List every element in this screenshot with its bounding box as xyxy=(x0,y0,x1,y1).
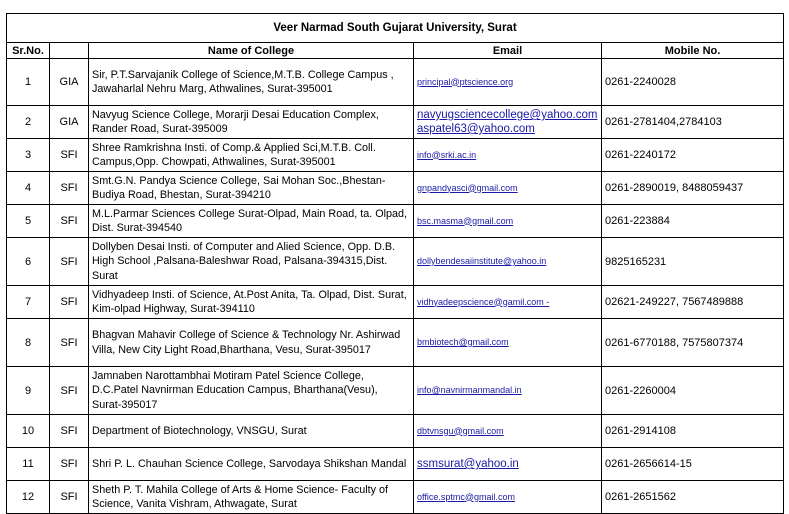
type-cell: GIA xyxy=(50,106,89,139)
header-mobile-no: Mobile No. xyxy=(602,43,784,59)
type-cell: SFI xyxy=(50,319,89,367)
mobile-cell: 9825165231 xyxy=(602,238,784,286)
college-name-cell: Shree Ramkrishna Insti. of Comp.& Applied Sci,M.T.B. Coll. Campus,Opp. Chowpati, Athwalines, Surat-395001 xyxy=(89,139,414,172)
college-name-cell: Sheth P. T. Mahila College of Arts & Home Science- Faculty of Science, Vanita Vishram, Athwagate, Surat xyxy=(89,481,414,514)
email-cell xyxy=(414,415,602,448)
mobile-cell: 0261-2651562 xyxy=(602,481,784,514)
type-cell: SFI xyxy=(50,415,89,448)
type-cell: GIA xyxy=(50,59,89,106)
table-row xyxy=(7,319,784,367)
email-cell xyxy=(414,481,602,514)
email-link[interactable]: gnpandyasci@gmail.com xyxy=(417,182,518,193)
email-cell xyxy=(414,319,602,367)
college-name-cell: Jamnaben Narottambhai Motiram Patel Science College, D.C.Patel Navnirman Education Campus, Bharthana(Vesu), Surat-395017 xyxy=(89,367,414,415)
header-sr-no: Sr.No. xyxy=(7,43,50,59)
type-cell: SFI xyxy=(50,172,89,205)
email-link[interactable]: vidhyadeepscience@gamil.com - xyxy=(417,296,550,307)
email-cell xyxy=(414,59,602,106)
email-link[interactable]: ssmsurat@yahoo.in xyxy=(417,458,519,470)
title-row xyxy=(7,14,784,43)
email-cell xyxy=(414,205,602,238)
type-cell: SFI xyxy=(50,367,89,415)
email-cell xyxy=(414,286,602,319)
college-table xyxy=(6,13,784,514)
sr-no-cell: 4 xyxy=(7,172,50,205)
college-name-cell: Dollyben Desai Insti. of Computer and Alied Science, Opp. D.B. High School ,Palsana-Baleshwar Road, Palsana-394315,Dist. Surat xyxy=(89,238,414,286)
mobile-cell: 0261-2914108 xyxy=(602,415,784,448)
mobile-cell: 0261-2260004 xyxy=(602,367,784,415)
table-row xyxy=(7,172,784,205)
mobile-cell: 0261-2781404,2784103 xyxy=(602,106,784,139)
table-row xyxy=(7,415,784,448)
email-cell xyxy=(414,172,602,205)
college-name-cell: Department of Biotechnology, VNSGU, Surat xyxy=(89,415,414,448)
email-cell xyxy=(414,448,602,481)
college-name-cell: M.L.Parmar Sciences College Surat-Olpad, Main Road, ta. Olpad, Dist. Surat-394540 xyxy=(89,205,414,238)
header-email: Email xyxy=(414,43,602,59)
sr-no-cell: 10 xyxy=(7,415,50,448)
table-row xyxy=(7,106,784,139)
type-cell: SFI xyxy=(50,286,89,319)
email-link[interactable]: navyugsciencecollege@yahoo.com xyxy=(417,109,598,121)
email-link[interactable]: office.sptmc@gmail.com xyxy=(417,491,515,502)
table-row xyxy=(7,238,784,286)
sr-no-cell: 1 xyxy=(7,59,50,106)
type-cell: SFI xyxy=(50,205,89,238)
college-name-cell: Vidhyadeep Insti. of Science, At.Post Anita, Ta. Olpad, Dist. Surat, Kim-olpad Highway, Surat-394110 xyxy=(89,286,414,319)
type-cell: SFI xyxy=(50,448,89,481)
email-link[interactable]: principal@ptscience.org xyxy=(417,76,514,87)
header-type xyxy=(50,43,89,59)
sr-no-cell: 5 xyxy=(7,205,50,238)
mobile-cell: 0261-223884 xyxy=(602,205,784,238)
table-row xyxy=(7,139,784,172)
table-row xyxy=(7,367,784,415)
mobile-cell: 0261-6770188, 7575807374 xyxy=(602,319,784,367)
table-row xyxy=(7,59,784,106)
email-cell xyxy=(414,139,602,172)
college-name-cell: Bhagvan Mahavir College of Science & Technology Nr. Ashirwad Villa, New City Light Road,Bharthana, Vesu, Surat-395017 xyxy=(89,319,414,367)
mobile-cell: 0261-2890019, 8488059437 xyxy=(602,172,784,205)
college-name-cell: Navyug Science College, Morarji Desai Education Complex, Rander Road, Surat-395009 xyxy=(89,106,414,139)
mobile-cell: 0261-2240172 xyxy=(602,139,784,172)
email-cell xyxy=(414,238,602,286)
header-name-of-college: Name of College xyxy=(89,43,414,59)
sr-no-cell: 9 xyxy=(7,367,50,415)
table-title: Veer Narmad South Gujarat University, Surat xyxy=(7,14,784,43)
email-link[interactable]: aspatel63@yahoo.com xyxy=(417,123,535,135)
mobile-cell: 02621-249227, 7567489888 xyxy=(602,286,784,319)
sr-no-cell: 3 xyxy=(7,139,50,172)
email-link[interactable]: bsc.masma@gmail.com xyxy=(417,215,514,226)
email-link[interactable]: bmbiotech@gmail.com xyxy=(417,337,509,347)
type-cell: SFI xyxy=(50,481,89,514)
header-row xyxy=(7,43,784,59)
sr-no-cell: 11 xyxy=(7,448,50,481)
mobile-cell: 0261-2656614-15 xyxy=(602,448,784,481)
sr-no-cell: 12 xyxy=(7,481,50,514)
table-row xyxy=(7,481,784,514)
table-row xyxy=(7,205,784,238)
email-link[interactable]: dbtvnsgu@gmail.com xyxy=(417,425,504,436)
email-cell xyxy=(414,106,602,139)
type-cell: SFI xyxy=(50,139,89,172)
college-name-cell: Shri P. L. Chauhan Science College, Sarvodaya Shikshan Mandal xyxy=(89,448,414,481)
college-name-cell: Smt.G.N. Pandya Science College, Sai Mohan Soc.,Bhestan-Budiya Road, Bhestan, Surat-394210 xyxy=(89,172,414,205)
email-link[interactable]: info@srki.ac.in xyxy=(417,149,477,160)
sr-no-cell: 6 xyxy=(7,238,50,286)
sr-no-cell: 8 xyxy=(7,319,50,367)
sr-no-cell: 7 xyxy=(7,286,50,319)
table-body xyxy=(7,59,784,514)
type-cell: SFI xyxy=(50,238,89,286)
email-cell xyxy=(414,367,602,415)
table-row xyxy=(7,286,784,319)
email-link[interactable]: dollybendesaiinstitute@yahoo.in xyxy=(417,256,547,266)
mobile-cell: 0261-2240028 xyxy=(602,59,784,106)
table-row xyxy=(7,448,784,481)
email-link[interactable]: info@navnirmanmandal.in xyxy=(417,385,522,395)
sr-no-cell: 2 xyxy=(7,106,50,139)
college-name-cell: Sir, P.T.Sarvajanik College of Science,M.T.B. College Campus , Jawaharlal Nehru Marg, Athwalines, Surat-395001 xyxy=(89,59,414,106)
